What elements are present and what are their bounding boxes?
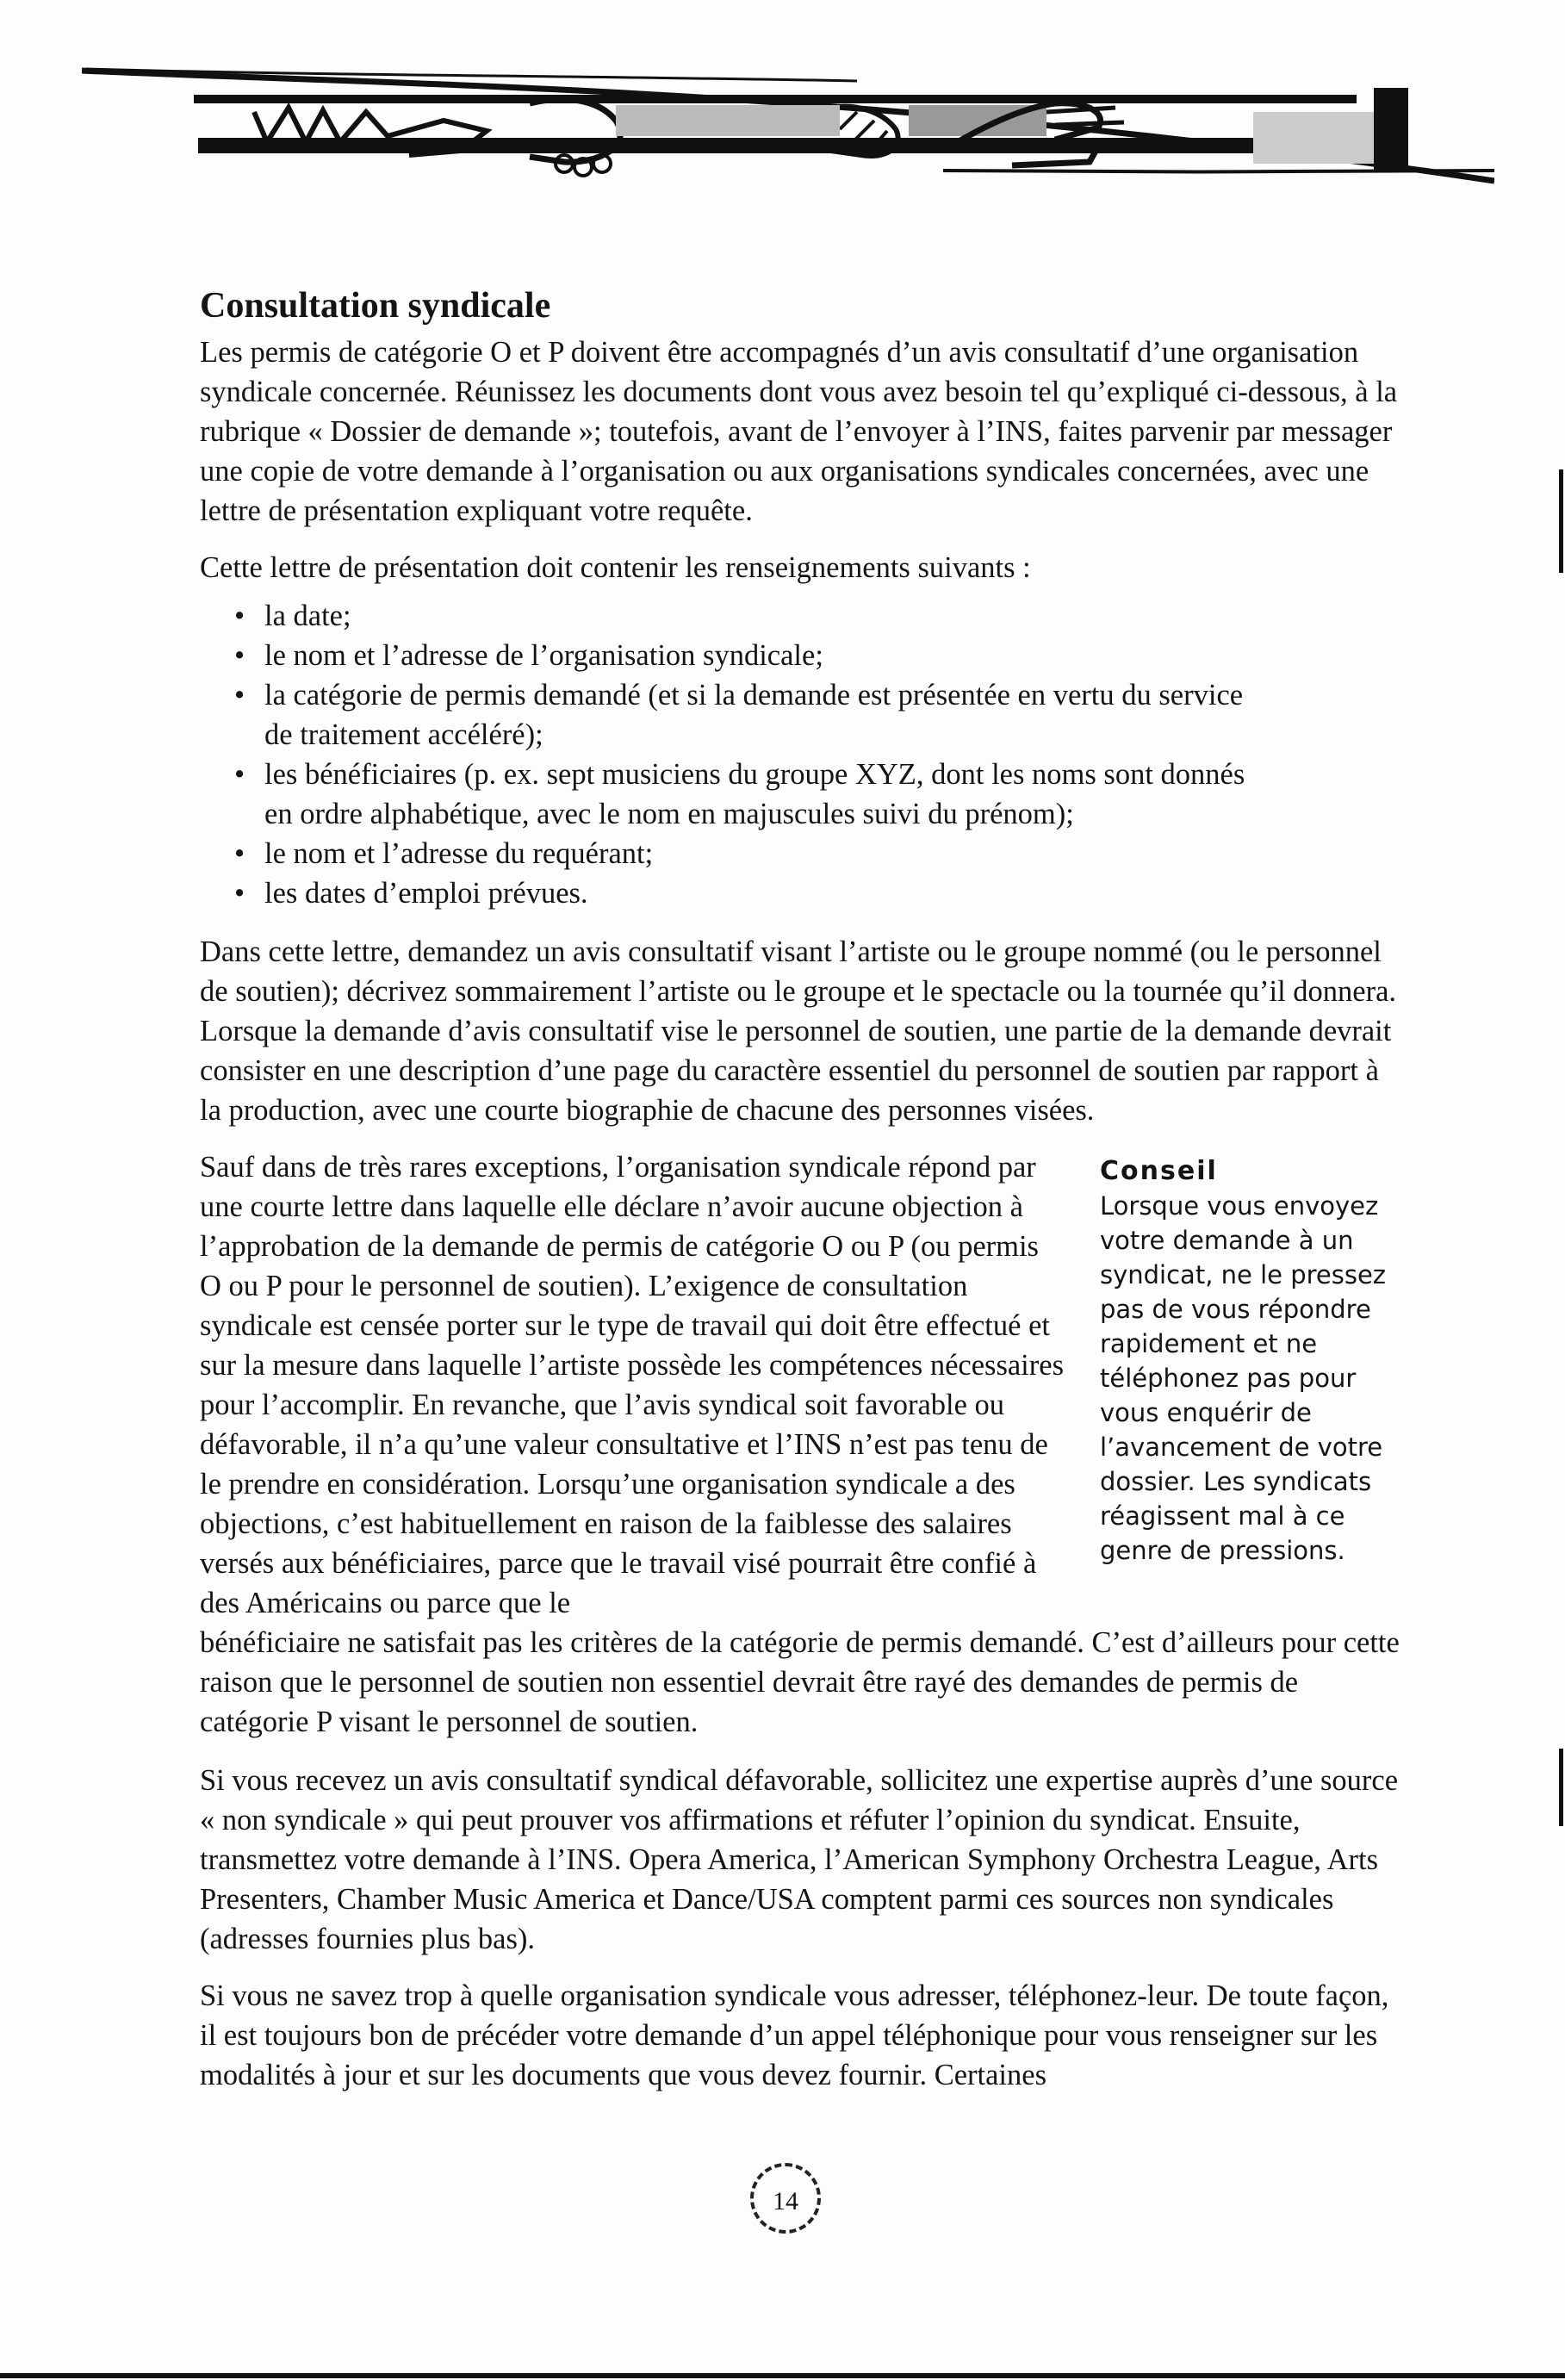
exceptions-section bbox=[200, 1147, 1401, 1742]
bottom-border bbox=[0, 2373, 1565, 2378]
list-item: • le nom et l’adresse de l’organisation syndicale; bbox=[234, 636, 1251, 675]
tip-text: Lorsque vous envoyez votre demande à un syndicat, ne le pressez pas de vous répondre rapidement et ne téléphonez pas pour vous enquérir de l’avancement de votre dossier. Les syndicats réagissent mal à ce genre de pressions. bbox=[1100, 1191, 1387, 1565]
hands-banner-illustration bbox=[82, 60, 1494, 202]
exceptions-paragraph-continued: bénéficiaire ne satisfait pas les critères de la catégorie de permis demandé. C’est d’ailleurs pour cette raison que le personnel de soutien non essentiel devrait être rayé des demandes de permis de catégorie P visant le personnel de soutien. bbox=[200, 1626, 1400, 1738]
list-item: • la date; bbox=[234, 596, 1251, 636]
right-edge-mark bbox=[1559, 469, 1563, 573]
tip-box bbox=[1100, 1147, 1410, 1568]
letter-paragraph: Dans cette lettre, demandez un avis consultatif visant l’artiste ou le groupe nommé (ou le personnel de soutien); décrivez sommairement l’artiste ou le groupe et le spectacle ou la tournée qu’il donnera. Lorsque la demande d’avis consultatif vise le personnel de soutien, une partie de la demande devrait consister en une description d’une page du caractère essentiel du personnel de soutien par rapport à la production, avec une courte biographie de chacune des personnes visées. bbox=[200, 935, 1397, 1127]
list-item: • les dates d’emploi prévues. bbox=[234, 873, 1251, 913]
list-item: • la catégorie de permis demandé (et si la demande est présentée en vertu du service de traitement accéléré); bbox=[234, 675, 1251, 755]
list-intro: Cette lettre de présentation doit contenir les renseignements suivants : bbox=[200, 551, 1031, 584]
page-number: 14 bbox=[750, 2163, 821, 2234]
list-item: • les bénéficiaires (p. ex. sept musiciens du groupe XYZ, dont les noms sont donnés en ordre alphabétique, avec le nom en majuscules suivi du prénom); bbox=[234, 755, 1251, 834]
intro-paragraph: Les permis de catégorie O et P doivent être accompagnés d’un avis consultatif d’une organisation syndicale concernée. Réunissez les documents dont vous avez besoin tel qu’expliqué ci-dessous, à la rubrique « Dossier de demande »; toutefois, avant de l’envoyer à l’INS, faites parvenir par messager une copie de votre demande à l’organisation ou aux organisations syndicales concernées, avec une lettre de présentation expliquant votre requête. bbox=[200, 336, 1398, 527]
requirements-list bbox=[200, 596, 1251, 913]
list-item: • le nom et l’adresse du requérant; bbox=[234, 834, 1251, 873]
unfavourable-paragraph: Si vous recevez un avis consultatif syndical défavorable, sollicitez une expertise auprès d’une source « non syndicale » qui peut prouver vos affirmations et réfuter l’opinion du syndicat. Ensuite, transmettez votre demande à l’INS. Opera America, l’American Symphony Orchestra League, Arts Presenters, Chamber Music America et Dance/USA comptent parmi ces sources non syndicales (adresses fournies plus bas). bbox=[200, 1764, 1399, 1955]
tip-title: Conseil bbox=[1100, 1156, 1218, 1186]
right-edge-mark bbox=[1559, 1749, 1563, 1826]
document-body bbox=[200, 284, 1401, 2112]
exceptions-paragraph: Sauf dans de très rares exceptions, l’organisation syndicale répond par une courte lettre dans laquelle elle déclare n’avoir aucune objection à l’approbation de la demande de permis de catégorie O ou P (ou permis O ou P pour le personnel de soutien). L’exigence de consultation syndicale est censée porter sur le type de travail qui doit être effectué et sur la mesure dans laquelle l’artiste possède les compétences nécessaires pour l’accomplir. En revanche, que l’avis syndical soit favorable ou défavorable, il n’a qu’une valeur consultative et l’INS n’est pas tenu de le prendre en considération. Lorsqu’une organisation syndicale a des objections, c’est habituellement en raison de la faiblesse des salaires versés aux bénéficiaires, parce que le travail visé pourrait être confié à des Américains ou parce que le bbox=[200, 1151, 1064, 1619]
section-heading: Consultation syndicale bbox=[200, 286, 551, 326]
unsure-paragraph: Si vous ne savez trop à quelle organisation syndicale vous adresser, téléphonez-leur. De toute façon, il est toujours bon de précéder votre demande d’un appel téléphonique pour vous renseigner sur les modalités à jour et sur les documents que vous devez fournir. Certaines bbox=[200, 1979, 1389, 2091]
